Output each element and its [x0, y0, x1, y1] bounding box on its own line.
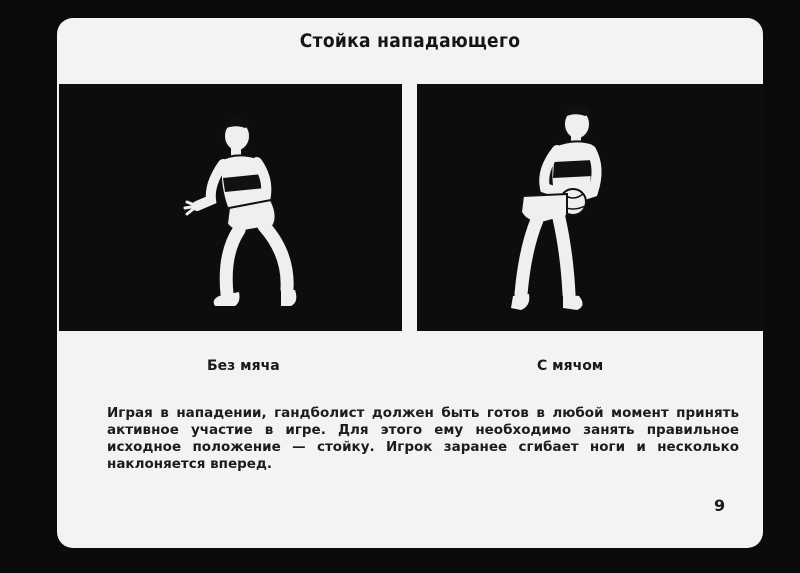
slide-title: Стойка нападающего: [299, 30, 521, 52]
illustration-panel-without-ball: [59, 84, 402, 331]
description-text: Играя в нападении, гандболист должен быть готов в любой момент принять активное участие в игре. Для этого ему необходимо занять правильное исходное положение — стойку. Игрок заранее сгибает ноги и несколько наклоняется вперед.: [107, 405, 739, 472]
caption-without-ball: Без мяча: [207, 358, 280, 374]
illustration-panel-with-ball: [417, 84, 763, 331]
slide-frame: [57, 18, 763, 548]
player-without-ball-illustration: [59, 84, 402, 331]
player-with-ball-illustration: [417, 84, 763, 331]
caption-with-ball: С мячом: [537, 358, 604, 374]
page-number: 9: [714, 496, 726, 515]
